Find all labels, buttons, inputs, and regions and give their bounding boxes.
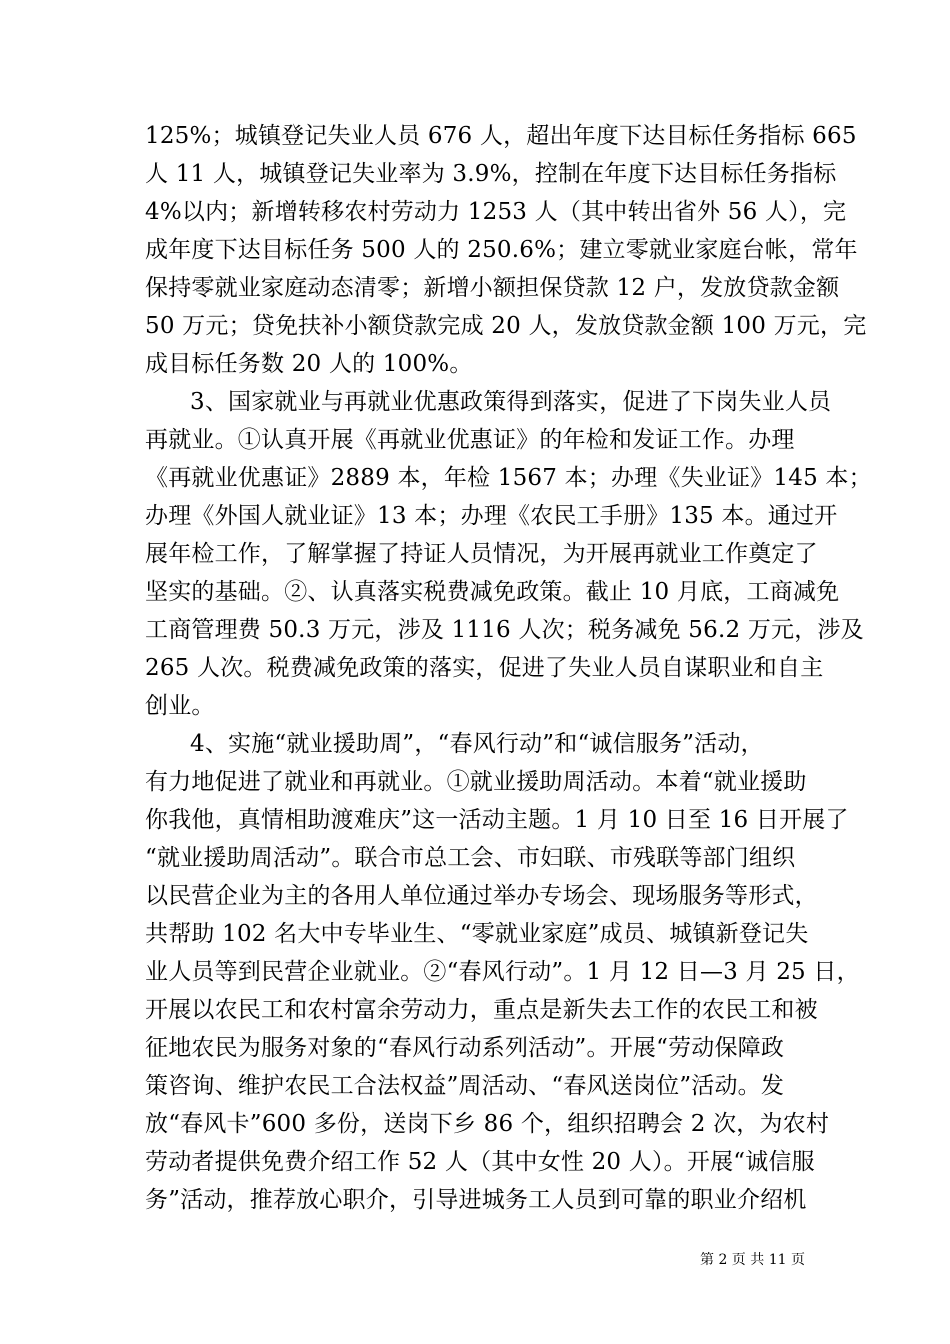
page-number-footer: 第 2 页 共 11 页 [700, 1252, 805, 1268]
text-line: 你我他，真情相助渡难庆”这一活动主题。1 月 10 日至 16 日开展了 [145, 807, 849, 833]
text-line: 50 万元；贷免扶补小额贷款完成 20 人，发放贷款金额 100 万元，完 [145, 313, 867, 339]
text-line: 《再就业优惠证》2889 本，年检 1567 本；办理《失业证》145 本； [145, 465, 872, 491]
text-line: 工商管理费 50.3 万元，涉及 1116 人次；税务减免 56.2 万元，涉及 [145, 617, 864, 643]
text-line: 创业。 [145, 693, 215, 719]
text-line: 征地农民为服务对象的“春风行动系列活动”。开展“劳动保障政 [145, 1035, 785, 1061]
text-line: 成目标任务数 20 人的 100%。 [145, 351, 473, 377]
text-line: 成年度下达目标任务 500 人的 250.6%；建立零就业家庭台帐，常年 [145, 237, 858, 263]
paragraph-start-line: 4、实施“就业援助周”，“春风行动”和“诚信服务”活动， [190, 731, 764, 757]
text-line: 坚实的基础。②、认真落实税费减免政策。截止 10 月底，工商减免 [145, 579, 840, 605]
paragraph-start-line: 3、国家就业与再就业优惠政策得到落实，促进了下岗失业人员 [190, 389, 832, 415]
text-line: “就业援助周活动”。联合市总工会、市妇联、市残联等部门组织 [145, 845, 796, 871]
text-line: 办理《外国人就业证》13 本；办理《农民工手册》135 本。通过开 [145, 503, 838, 529]
text-line: 人 11 人，城镇登记失业率为 3.9%，控制在年度下达目标任务指标 [145, 161, 837, 187]
text-line: 策咨询、维护农民工合法权益”周活动、“春风送岗位”活动。发 [145, 1073, 785, 1099]
text-line: 劳动者提供免费介绍工作 52 人（其中女性 20 人）。开展“诚信服 [145, 1149, 815, 1175]
text-line: 开展以农民工和农村富余劳动力，重点是新失去工作的农民工和被 [145, 997, 818, 1023]
text-line: 业人员等到民营企业就业。②“春风行动”。1 月 12 日—3 月 25 日， [145, 959, 860, 985]
text-line: 125%；城镇登记失业人员 676 人，超出年度下达目标任务指标 665 [145, 123, 857, 149]
text-line: 有力地促进了就业和再就业。①就业援助周活动。本着“就业援助 [145, 769, 807, 795]
text-line: 265 人次。税费减免政策的落实，促进了失业人员自谋职业和自主 [145, 655, 824, 681]
text-line: 展年检工作，了解掌握了持证人员情况，为开展再就业工作奠定了 [145, 541, 818, 567]
text-line: 再就业。①认真开展《再就业优惠证》的年检和发证工作。办理 [145, 427, 795, 453]
text-line: 4%以内；新增转移农村劳动力 1253 人（其中转出省外 56 人），完 [145, 199, 847, 225]
text-line: 保持零就业家庭动态清零；新增小额担保贷款 12 户，发放贷款金额 [145, 275, 840, 301]
text-line: 共帮助 102 名大中专毕业生、“零就业家庭”成员、城镇新登记失 [145, 921, 809, 947]
text-line: 务”活动，推荐放心职介，引导进城务工人员到可靠的职业介绍机 [145, 1187, 807, 1213]
text-line: 以民营企业为主的各用人单位通过举办专场会、现场服务等形式， [145, 883, 818, 909]
text-line: 放“春风卡”600 多份，送岗下乡 86 个，组织招聘会 2 次，为农村 [145, 1111, 830, 1137]
